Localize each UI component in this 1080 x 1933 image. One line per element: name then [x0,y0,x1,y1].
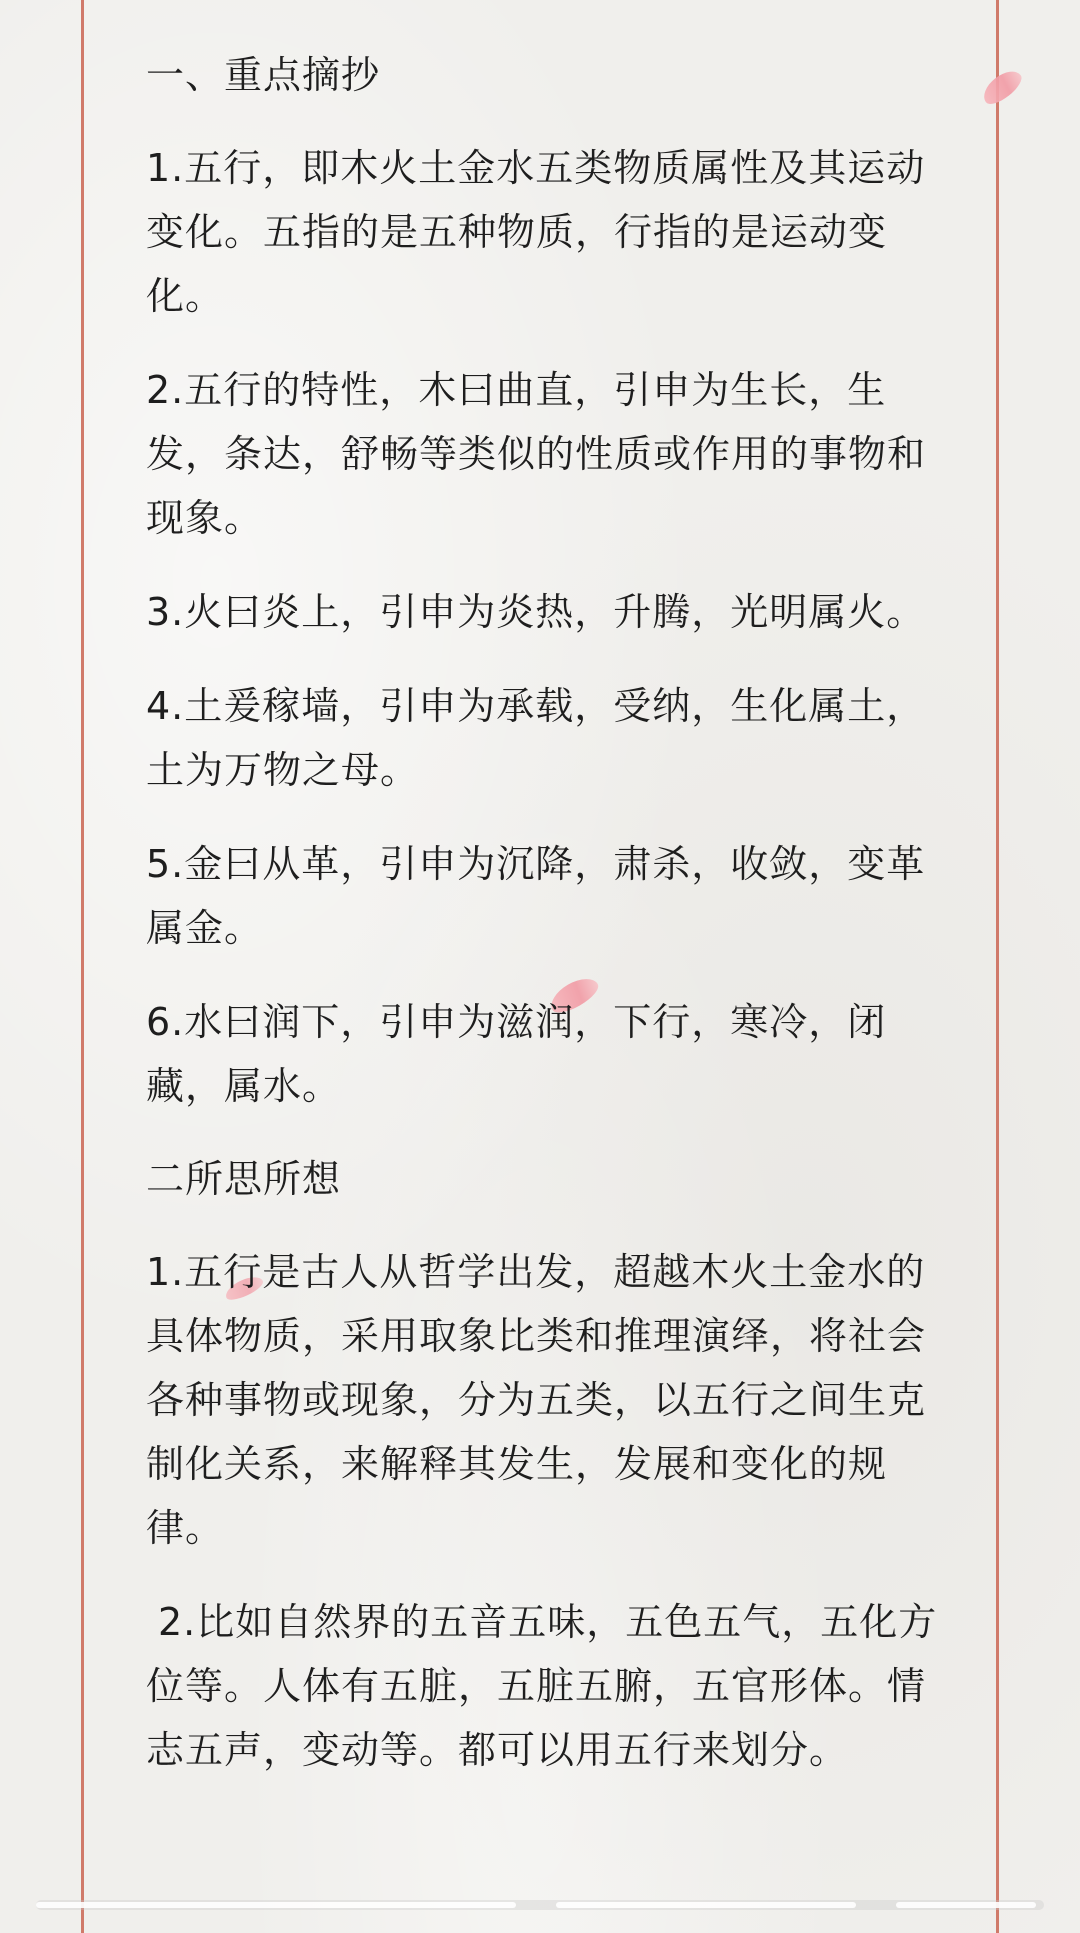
right-border-line [996,0,999,1933]
scroll-segment [36,1902,516,1908]
text-line: 2.比如自然界的五音五味，五色五气，五化方 [158,1600,938,1644]
paragraph [146,832,946,960]
text-line: 2.五行的特性，木曰曲直，引申为生长，生 [146,368,887,412]
text-line: 1.五行，即木火土金水五类物质属性及其运动 [146,146,926,190]
note-content [146,44,946,1812]
left-border-line [81,0,84,1933]
text-line: 现象。 [146,496,264,540]
text-line: 土为万物之母。 [146,748,420,792]
scroll-indicator [36,1900,1044,1910]
text-line: 藏，属水。 [146,1064,342,1108]
text-line: 变化。五指的是五种物质，行指的是运动变 [146,210,888,254]
section-heading: 一、重点摘抄 [146,53,381,97]
scroll-segment [896,1902,1036,1908]
paragraph [146,358,946,550]
paragraph [146,674,946,802]
section-heading: 二所思所想 [146,1157,342,1201]
text-line: 志五声，变动等。都可以用五行来划分。 [146,1728,849,1772]
paragraph [146,1590,946,1782]
text-line: 3.火曰炎上，引申为炎热，升腾，光明属火。 [146,590,926,634]
text-line: 制化关系，来解释其发生，发展和变化的规 [146,1442,888,1486]
text-line: 1.五行是古人从哲学出发，超越木火土金水的 [146,1250,926,1294]
text-line: 发，条达，舒畅等类似的性质或作用的事物和 [146,432,927,476]
paragraph [146,136,946,328]
text-line: 化。 [146,274,225,318]
scroll-segment [556,1902,856,1908]
paragraph [146,990,946,1118]
paragraph [146,580,946,644]
text-line: 6.水曰润下，引申为滋润，下行，寒冷，闭 [146,1000,887,1044]
text-line: 4.土爰稼墙，引申为承载，受纳，生化属土， [146,684,926,728]
text-line: 具体物质，采用取象比类和推理演绎，将社会 [146,1314,927,1358]
text-line: 各种事物或现象，分为五类，以五行之间生克 [146,1378,927,1422]
text-line: 律。 [146,1506,225,1550]
text-line: 属金。 [146,906,264,950]
paragraph [146,1240,946,1560]
text-line: 5.金曰从革，引申为沉降，肃杀，收敛，变革 [146,842,926,886]
text-line: 位等。人体有五脏，五脏五腑，五官形体。情 [146,1664,927,1708]
